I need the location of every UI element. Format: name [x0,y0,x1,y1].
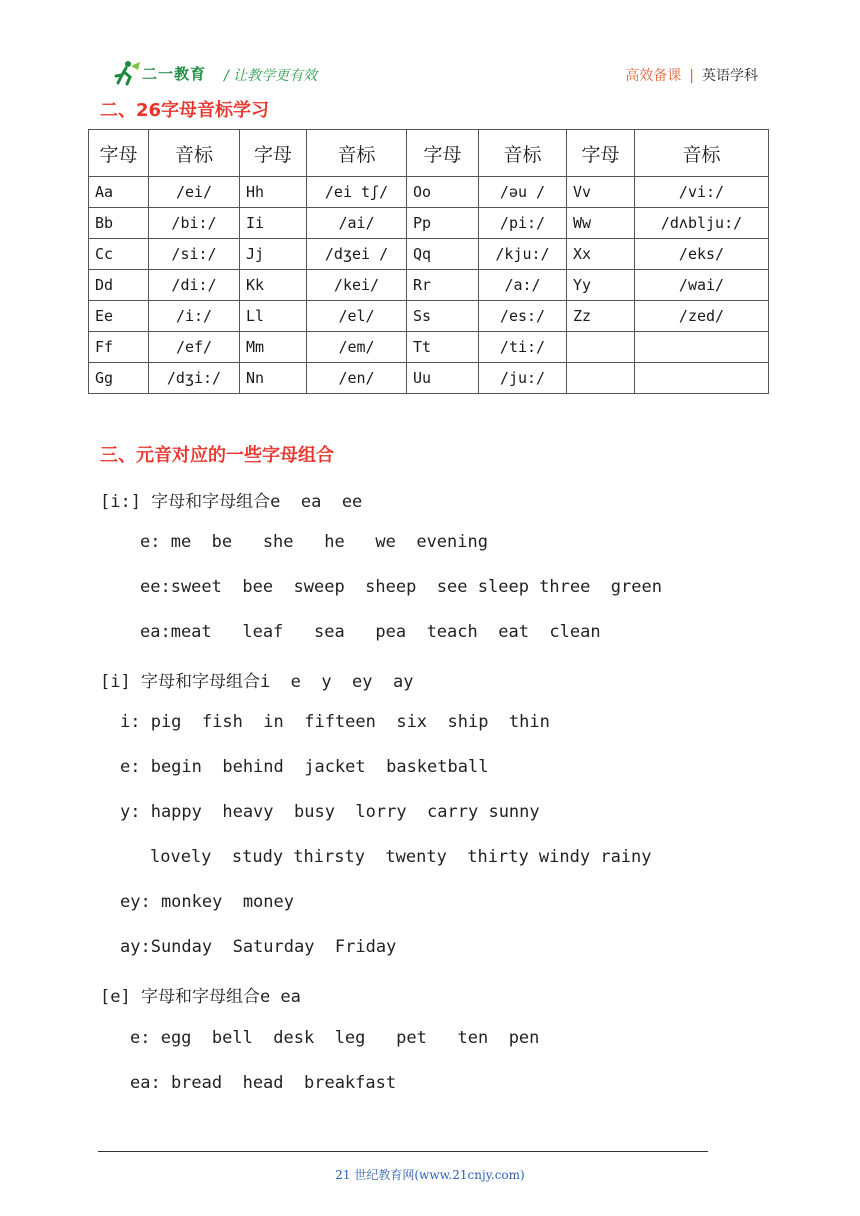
footer-text: 21 世纪教育网(www.21cnjy.com) [335,1168,525,1182]
phonetic-cell: /si:/ [149,239,240,270]
phonetic-cell: /kei/ [307,270,407,301]
table-row [89,332,769,363]
example-line: e: me be she he we evening [140,532,488,552]
header-phonetic: 音标 [479,130,567,177]
example-line: lovely study thirsty twenty thirty windy rainy [150,847,652,867]
footer-divider [98,1151,708,1152]
letter-cell: Jj [240,239,307,270]
vowel-heading-i-short: [i] 字母和字母组合i e y ey ay [100,672,414,692]
letter-cell: Uu [407,363,479,394]
example-line: e: egg bell desk leg pet ten pen [130,1028,540,1048]
table-row [89,270,769,301]
phonetic-cell [635,332,769,363]
letter-cell: Bb [89,208,149,239]
letter-cell: Tt [407,332,479,363]
phonetic-cell: /a:/ [479,270,567,301]
phonetic-cell: /el/ [307,301,407,332]
letter-cell: Mm [240,332,307,363]
phonetic-cell: /ti:/ [479,332,567,363]
letter-cell [567,363,635,394]
alphabet-phonetic-table [88,129,769,394]
header-right [625,65,758,85]
phonetic-cell: /kju:/ [479,239,567,270]
letter-cell: Hh [240,177,307,208]
table-row [89,239,769,270]
table-row [89,177,769,208]
phonetic-cell: /ei/ [149,177,240,208]
page-header [0,0,860,100]
example-line: ea:meat leaf sea pea teach eat clean [140,622,601,642]
letter-cell: Oo [407,177,479,208]
phonetic-cell: /eks/ [635,239,769,270]
example-line: ay:Sunday Saturday Friday [120,937,397,957]
letter-cell: Vv [567,177,635,208]
letter-cell: Xx [567,239,635,270]
phonetic-cell: /em/ [307,332,407,363]
table-row [89,363,769,394]
phonetic-cell: /dʌblju:/ [635,208,769,239]
brand-logo [112,60,207,86]
header-phonetic: 音标 [307,130,407,177]
example-line: i: pig fish in fifteen six ship thin [120,712,550,732]
phonetic-cell: /dʒi:/ [149,363,240,394]
phonetic-cell: /en/ [307,363,407,394]
phonetic-cell: /əu / [479,177,567,208]
table-row [89,301,769,332]
letter-cell: Ff [89,332,149,363]
letter-cell: Ll [240,301,307,332]
phonetic-cell: /i:/ [149,301,240,332]
slogan: / 让教学更有效 [224,68,318,84]
example-line: e: begin behind jacket basketball [120,757,489,777]
header-letter: 字母 [567,130,635,177]
letter-cell: Pp [407,208,479,239]
letter-cell: Ww [567,208,635,239]
section-title-vowel-combos: 三、元音对应的一些字母组合 [100,445,334,466]
table-row [89,208,769,239]
section-title-alphabet: 二、26字母音标学习 [100,100,270,121]
phonetic-cell: /wai/ [635,270,769,301]
runner-logo-icon [112,60,142,86]
example-line: ey: monkey money [120,892,294,912]
letter-cell: Dd [89,270,149,301]
phonetic-cell: /ju:/ [479,363,567,394]
letter-cell: Aa [89,177,149,208]
example-line: ea: bread head breakfast [130,1073,397,1093]
letter-cell: Cc [89,239,149,270]
letter-cell: Ss [407,301,479,332]
header-letter: 字母 [89,130,149,177]
letter-cell: Ii [240,208,307,239]
phonetic-cell: /ai/ [307,208,407,239]
phonetic-cell: /pi:/ [479,208,567,239]
phonetic-cell: /zed/ [635,301,769,332]
letter-cell: Gg [89,363,149,394]
example-line: ee:sweet bee sweep sheep see sleep three green [140,577,662,597]
header-phonetic: 音标 [149,130,240,177]
phonetic-cell: /di:/ [149,270,240,301]
phonetic-cell: /ei tʃ/ [307,177,407,208]
header-subject: 英语学科 [702,68,758,84]
letter-cell: Kk [240,270,307,301]
phonetic-cell: /ef/ [149,332,240,363]
phonetic-cell: /dʒei / [307,239,407,270]
letter-cell: Rr [407,270,479,301]
vowel-heading-i-long: [i:] 字母和字母组合e ea ee [100,492,363,512]
letter-cell: Zz [567,301,635,332]
vowel-heading-e: [e] 字母和字母组合e ea [100,987,301,1007]
example-line: y: happy heavy busy lorry carry sunny [120,802,540,822]
phonetic-cell: /bi:/ [149,208,240,239]
logo-text: 二一教育 [142,65,207,83]
header-letter: 字母 [240,130,307,177]
phonetic-cell: /es:/ [479,301,567,332]
header-phonetic: 音标 [635,130,769,177]
phonetic-cell: /vi:/ [635,177,769,208]
letter-cell: Qq [407,239,479,270]
header-letter: 字母 [407,130,479,177]
letter-cell [567,332,635,363]
table-header-row [89,130,769,177]
phonetic-cell [635,363,769,394]
header-tagline: 高效备课 [625,68,682,84]
letter-cell: Yy [567,270,635,301]
letter-cell: Nn [240,363,307,394]
letter-cell: Ee [89,301,149,332]
header-separator: | [689,68,694,84]
